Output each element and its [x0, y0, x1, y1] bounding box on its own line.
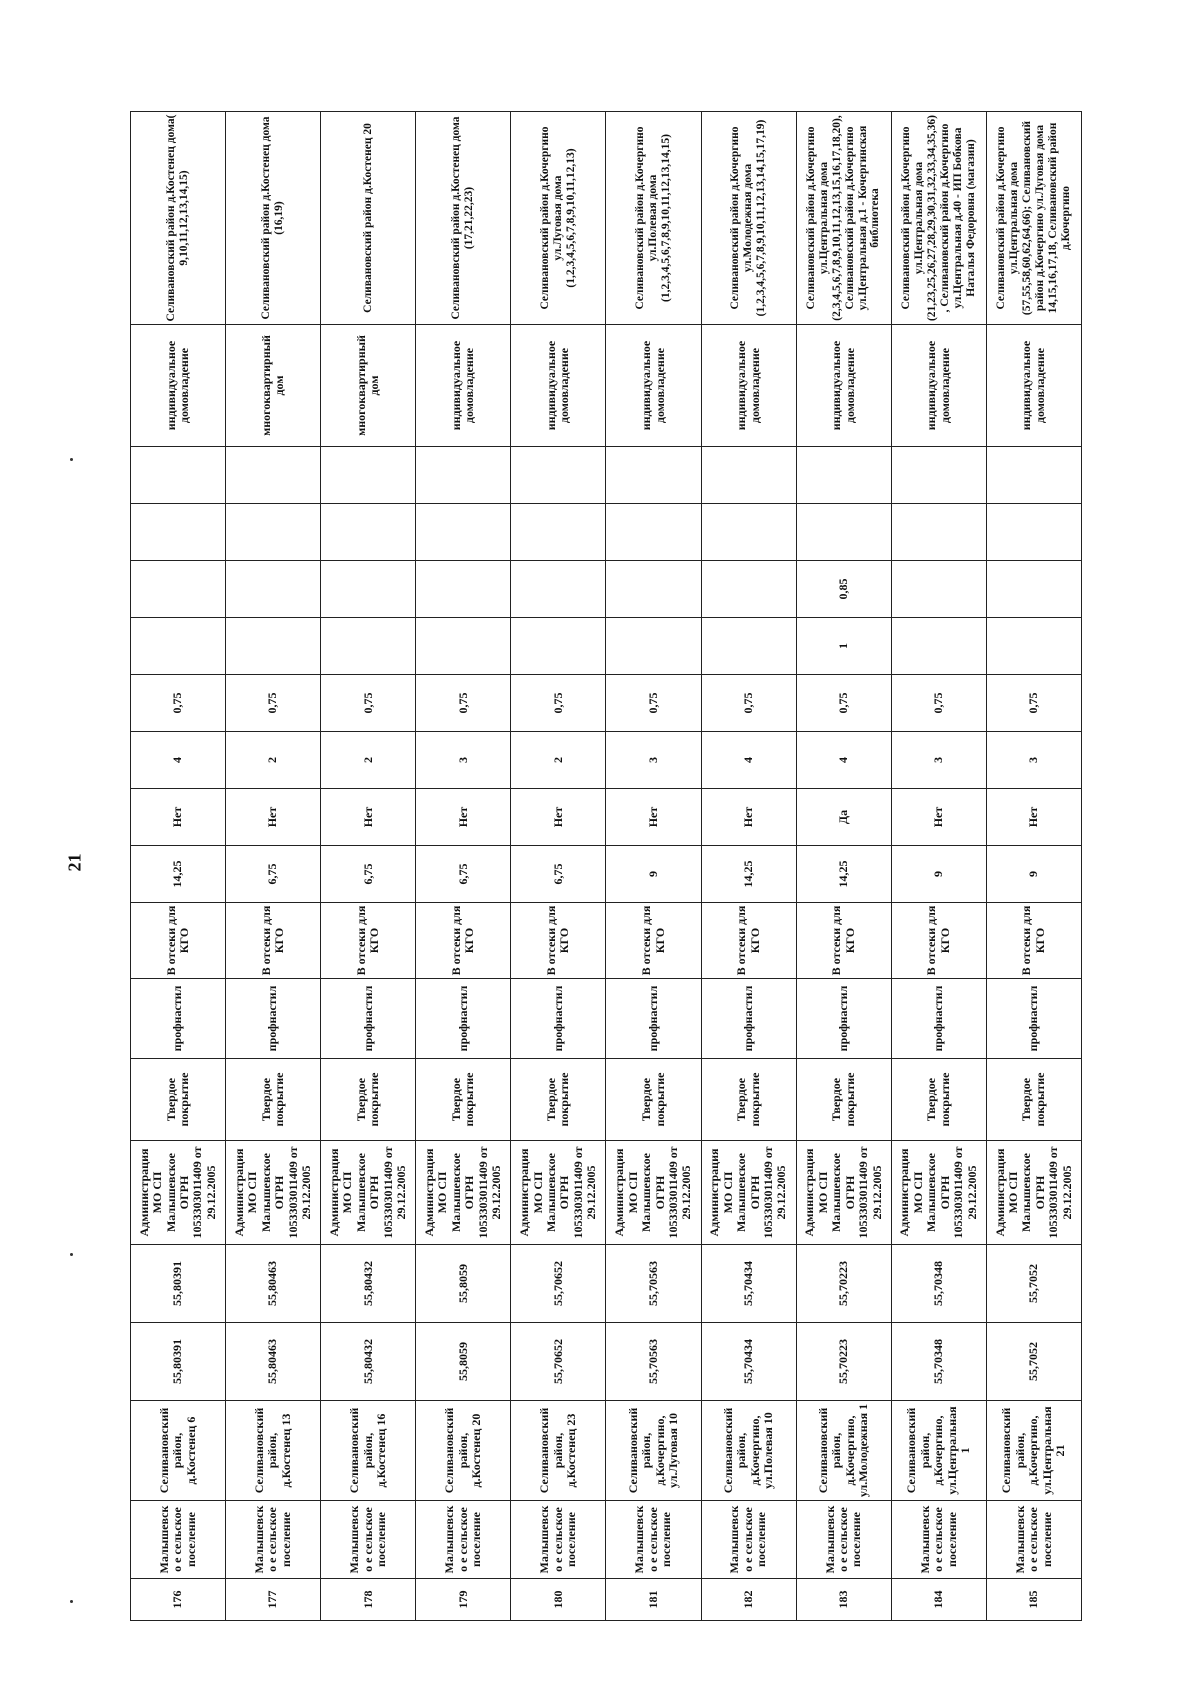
surface-cell: Твердое покрытие: [891, 1059, 986, 1141]
fence-cell: профнастил: [891, 979, 986, 1059]
extra-cell-3: [891, 504, 986, 561]
container-volume-cell: 0,75: [606, 675, 701, 732]
fence-cell: профнастил: [986, 979, 1081, 1059]
extra-cell-3: [321, 504, 416, 561]
source-type-cell: индивидуальное домовладение: [986, 325, 1081, 447]
container-count-cell: 4: [131, 732, 226, 789]
settlement-cell: Малышевско е сельское поселение: [511, 1501, 606, 1579]
latitude-cell: 55,70348: [891, 1323, 986, 1401]
surface-cell: Твердое покрытие: [321, 1059, 416, 1141]
extra-volume-cell: [131, 561, 226, 618]
longitude-cell: 55,80391: [131, 1245, 226, 1323]
longitude-cell: 55,70223: [796, 1245, 891, 1323]
type-cell: В отсеки для КГО: [891, 903, 986, 979]
container-count-cell: 2: [226, 732, 321, 789]
scan-speck: [70, 1600, 73, 1603]
table-row: [891, 112, 986, 1621]
surface-cell: Твердое покрытие: [606, 1059, 701, 1141]
row-number: 178: [321, 1579, 416, 1621]
extra-count-cell: [606, 618, 701, 675]
owner-cell: Администрация МО СП Малышевское ОГРН 1053303011409 от 29.12.2005: [131, 1141, 226, 1245]
extra-cell-4: [131, 447, 226, 504]
location-cell: Селивановский район, д.Костенец 20: [416, 1401, 511, 1501]
extra-volume-cell: [701, 561, 796, 618]
settlement-cell: Малышевско е сельское поселение: [321, 1501, 416, 1579]
table-row: [986, 112, 1081, 1621]
scan-speck: [70, 458, 73, 461]
rotated-table-wrapper: [130, 113, 1082, 1621]
area-cell: 9: [606, 846, 701, 903]
type-cell: В отсеки для КГО: [701, 903, 796, 979]
longitude-cell: 55,80432: [321, 1245, 416, 1323]
table-row: [606, 112, 701, 1621]
source-type-cell: индивидуальное домовладение: [511, 325, 606, 447]
source-type-cell: многоквартирный дом: [321, 325, 416, 447]
owner-cell: Администрация МО СП Малышевское ОГРН 1053303011409 от 29.12.2005: [891, 1141, 986, 1245]
extra-cell-3: [131, 504, 226, 561]
row-number: 183: [796, 1579, 891, 1621]
extra-volume-cell: [226, 561, 321, 618]
location-cell: Селивановский район, д.Костенец 16: [321, 1401, 416, 1501]
extra-volume-cell: [891, 561, 986, 618]
shed-cell: Нет: [226, 789, 321, 846]
extra-cell-3: [986, 504, 1081, 561]
table-row: [321, 112, 416, 1621]
container-count-cell: 2: [321, 732, 416, 789]
settlement-cell: Малышевско е сельское поселение: [796, 1501, 891, 1579]
shed-cell: Нет: [701, 789, 796, 846]
extra-volume-cell: [511, 561, 606, 618]
container-volume-cell: 0,75: [321, 675, 416, 732]
settlement-cell: Малышевско е сельское поселение: [891, 1501, 986, 1579]
source-type-cell: индивидуальное домовладение: [416, 325, 511, 447]
longitude-cell: 55,70348: [891, 1245, 986, 1323]
location-cell: Селивановский район, д.Кочергино, ул.Центральная 1: [891, 1401, 986, 1501]
container-volume-cell: 0,75: [891, 675, 986, 732]
row-number: 184: [891, 1579, 986, 1621]
latitude-cell: 55,70223: [796, 1323, 891, 1401]
extra-count-cell: [226, 618, 321, 675]
type-cell: В отсеки для КГО: [321, 903, 416, 979]
shed-cell: Нет: [131, 789, 226, 846]
surface-cell: Твердое покрытие: [701, 1059, 796, 1141]
area-cell: 6,75: [511, 846, 606, 903]
row-number: 179: [416, 1579, 511, 1621]
extra-cell-4: [606, 447, 701, 504]
extra-count-cell: [131, 618, 226, 675]
latitude-cell: 55,8059: [416, 1323, 511, 1401]
owner-cell: Администрация МО СП Малышевское ОГРН 1053303011409 от 29.12.2005: [986, 1141, 1081, 1245]
source-cell: Селивановский район д.Кочергино ул.Полевая дома (1,2,3,4,5,6,7,8,9,10,11,12,13,14,15): [606, 112, 701, 325]
row-number: 177: [226, 1579, 321, 1621]
registry-table: [130, 111, 1082, 1621]
shed-cell: Нет: [511, 789, 606, 846]
table-row: [131, 112, 226, 1621]
table-row: [226, 112, 321, 1621]
latitude-cell: 55,80391: [131, 1323, 226, 1401]
extra-cell-3: [796, 504, 891, 561]
area-cell: 14,25: [131, 846, 226, 903]
source-type-cell: индивидуальное домовладение: [891, 325, 986, 447]
fence-cell: профнастил: [416, 979, 511, 1059]
source-type-cell: многоквартирный дом: [226, 325, 321, 447]
extra-count-cell: [321, 618, 416, 675]
settlement-cell: Малышевско е сельское поселение: [701, 1501, 796, 1579]
location-cell: Селивановский район, д.Костенец 6: [131, 1401, 226, 1501]
fence-cell: профнастил: [131, 979, 226, 1059]
container-count-cell: 3: [891, 732, 986, 789]
container-volume-cell: 0,75: [416, 675, 511, 732]
extra-cell-4: [701, 447, 796, 504]
shed-cell: Нет: [606, 789, 701, 846]
surface-cell: Твердое покрытие: [796, 1059, 891, 1141]
container-volume-cell: 0,75: [701, 675, 796, 732]
extra-count-cell: [891, 618, 986, 675]
location-cell: Селивановский район, д.Костенец 13: [226, 1401, 321, 1501]
extra-count-cell: 1: [796, 618, 891, 675]
container-count-cell: 3: [986, 732, 1081, 789]
fence-cell: профнастил: [226, 979, 321, 1059]
surface-cell: Твердое покрытие: [511, 1059, 606, 1141]
table-row: [416, 112, 511, 1621]
settlement-cell: Малышевско е сельское поселение: [131, 1501, 226, 1579]
latitude-cell: 55,80463: [226, 1323, 321, 1401]
settlement-cell: Малышевско е сельское поселение: [606, 1501, 701, 1579]
longitude-cell: 55,70652: [511, 1245, 606, 1323]
source-type-cell: индивидуальное домовладение: [796, 325, 891, 447]
source-cell: Селивановский район д.Кочергино ул.Центральная дома (2,3,4,5,6,7,8,9,10,11,12,13,15,16,17,18,20), Селивановский район д.Кочергино ул.Центральная д.1 - Кочергинская библиотека: [796, 112, 891, 325]
container-volume-cell: 0,75: [796, 675, 891, 732]
shed-cell: Нет: [416, 789, 511, 846]
area-cell: 9: [986, 846, 1081, 903]
latitude-cell: 55,70652: [511, 1323, 606, 1401]
extra-count-cell: [416, 618, 511, 675]
row-number: 182: [701, 1579, 796, 1621]
scan-speck: [70, 1253, 73, 1256]
container-count-cell: 3: [416, 732, 511, 789]
container-volume-cell: 0,75: [131, 675, 226, 732]
surface-cell: Твердое покрытие: [416, 1059, 511, 1141]
extra-cell-4: [321, 447, 416, 504]
extra-cell-4: [796, 447, 891, 504]
settlement-cell: Малышевско е сельское поселение: [226, 1501, 321, 1579]
longitude-cell: 55,8059: [416, 1245, 511, 1323]
owner-cell: Администрация МО СП Малышевское ОГРН 1053303011409 от 29.12.2005: [511, 1141, 606, 1245]
extra-cell-3: [226, 504, 321, 561]
shed-cell: Нет: [891, 789, 986, 846]
shed-cell: Нет: [321, 789, 416, 846]
surface-cell: Твердое покрытие: [986, 1059, 1081, 1141]
surface-cell: Твердое покрытие: [131, 1059, 226, 1141]
source-type-cell: индивидуальное домовладение: [606, 325, 701, 447]
extra-cell-4: [416, 447, 511, 504]
fence-cell: профнастил: [321, 979, 416, 1059]
source-cell: Селивановский район д.Кочергино ул.Молодежная дома (1,2,3,4,5,6,7,8,9,10,11,12,13,14,15,17,19): [701, 112, 796, 325]
type-cell: В отсеки для КГО: [986, 903, 1081, 979]
source-cell: Селивановский район д.Кочергино ул.Центральная дома (21,23,25,26,27,28,29,30,31,32,33,34,35,36), Селивановский район д.Кочергино ул.Центральная д.40 - ИП Бобкова Наталья Федоровна (магазин): [891, 112, 986, 325]
fence-cell: профнастил: [511, 979, 606, 1059]
source-type-cell: индивидуальное домовладение: [701, 325, 796, 447]
area-cell: 14,25: [701, 846, 796, 903]
location-cell: Селивановский район, д.Кочергино, ул.Центральная 21: [986, 1401, 1081, 1501]
longitude-cell: 55,7052: [986, 1245, 1081, 1323]
owner-cell: Администрация МО СП Малышевское ОГРН 1053303011409 от 29.12.2005: [701, 1141, 796, 1245]
surface-cell: Твердое покрытие: [226, 1059, 321, 1141]
location-cell: Селивановский район, д.Кочергино, ул.Луговая 10: [606, 1401, 701, 1501]
extra-count-cell: [986, 618, 1081, 675]
extra-cell-4: [891, 447, 986, 504]
type-cell: В отсеки для КГО: [511, 903, 606, 979]
extra-volume-cell: [416, 561, 511, 618]
source-cell: Селивановский район д.Кочергино ул.Центральная дома (57,55,58,60,62,64,66); Селивановский район д.Кочергино ул.Луговая дома 14,15,16,17,18, Селивановский район д.Кочергино: [986, 112, 1081, 325]
source-cell: Селивановский район д.Костенец дома (17,21,22,23): [416, 112, 511, 325]
longitude-cell: 55,80463: [226, 1245, 321, 1323]
longitude-cell: 55,70563: [606, 1245, 701, 1323]
location-cell: Селивановский район, д.Кочергино, ул.Молодежная 1: [796, 1401, 891, 1501]
page-number: 21: [64, 853, 85, 872]
extra-cell-4: [226, 447, 321, 504]
latitude-cell: 55,80432: [321, 1323, 416, 1401]
row-number: 181: [606, 1579, 701, 1621]
location-cell: Селивановский район, д.Костенец 23: [511, 1401, 606, 1501]
extra-count-cell: [701, 618, 796, 675]
row-number: 185: [986, 1579, 1081, 1621]
owner-cell: Администрация МО СП Малышевское ОГРН 1053303011409 от 29.12.2005: [416, 1141, 511, 1245]
source-cell: Селивановский район д.Костенец 20: [321, 112, 416, 325]
type-cell: В отсеки для КГО: [796, 903, 891, 979]
source-type-cell: индивидуальное домовладение: [131, 325, 226, 447]
source-cell: Селивановский район д.Кочергино ул.Луговая дома (1,2,3,4,5,6,7,8,9,10,11,12,13): [511, 112, 606, 325]
extra-cell-3: [606, 504, 701, 561]
owner-cell: Администрация МО СП Малышевское ОГРН 1053303011409 от 29.12.2005: [796, 1141, 891, 1245]
extra-volume-cell: 0,85: [796, 561, 891, 618]
container-volume-cell: 0,75: [986, 675, 1081, 732]
latitude-cell: 55,70434: [701, 1323, 796, 1401]
area-cell: 6,75: [226, 846, 321, 903]
fence-cell: профнастил: [606, 979, 701, 1059]
owner-cell: Администрация МО СП Малышевское ОГРН 1053303011409 от 29.12.2005: [321, 1141, 416, 1245]
container-volume-cell: 0,75: [226, 675, 321, 732]
container-count-cell: 2: [511, 732, 606, 789]
extra-count-cell: [511, 618, 606, 675]
type-cell: В отсеки для КГО: [131, 903, 226, 979]
extra-cell-3: [416, 504, 511, 561]
row-number: 180: [511, 1579, 606, 1621]
table-row: [796, 112, 891, 1621]
table-row: [701, 112, 796, 1621]
table-row: [511, 112, 606, 1621]
extra-cell-4: [511, 447, 606, 504]
type-cell: В отсеки для КГО: [606, 903, 701, 979]
extra-volume-cell: [606, 561, 701, 618]
extra-volume-cell: [321, 561, 416, 618]
latitude-cell: 55,7052: [986, 1323, 1081, 1401]
container-count-cell: 4: [796, 732, 891, 789]
source-cell: Селивановский район д.Костенец дома (16,19): [226, 112, 321, 325]
location-cell: Селивановский район, д.Кочергино, ул.Полевая 10: [701, 1401, 796, 1501]
extra-cell-3: [511, 504, 606, 561]
owner-cell: Администрация МО СП Малышевское ОГРН 1053303011409 от 29.12.2005: [606, 1141, 701, 1245]
extra-cell-4: [986, 447, 1081, 504]
row-number: 176: [131, 1579, 226, 1621]
area-cell: 14,25: [796, 846, 891, 903]
fence-cell: профнастил: [796, 979, 891, 1059]
area-cell: 6,75: [321, 846, 416, 903]
source-cell: Селивановский район д.Костенец дома( 9,10,11,12,13,14,15): [131, 112, 226, 325]
settlement-cell: Малышевско е сельское поселение: [416, 1501, 511, 1579]
area-cell: 6,75: [416, 846, 511, 903]
area-cell: 9: [891, 846, 986, 903]
extra-volume-cell: [986, 561, 1081, 618]
type-cell: В отсеки для КГО: [416, 903, 511, 979]
container-count-cell: 3: [606, 732, 701, 789]
settlement-cell: Малышевско е сельское поселение: [986, 1501, 1081, 1579]
longitude-cell: 55,70434: [701, 1245, 796, 1323]
extra-cell-3: [701, 504, 796, 561]
fence-cell: профнастил: [701, 979, 796, 1059]
shed-cell: Да: [796, 789, 891, 846]
type-cell: В отсеки для КГО: [226, 903, 321, 979]
latitude-cell: 55,70563: [606, 1323, 701, 1401]
container-volume-cell: 0,75: [511, 675, 606, 732]
shed-cell: Нет: [986, 789, 1081, 846]
owner-cell: Администрация МО СП Малышевское ОГРН 1053303011409 от 29.12.2005: [226, 1141, 321, 1245]
container-count-cell: 4: [701, 732, 796, 789]
